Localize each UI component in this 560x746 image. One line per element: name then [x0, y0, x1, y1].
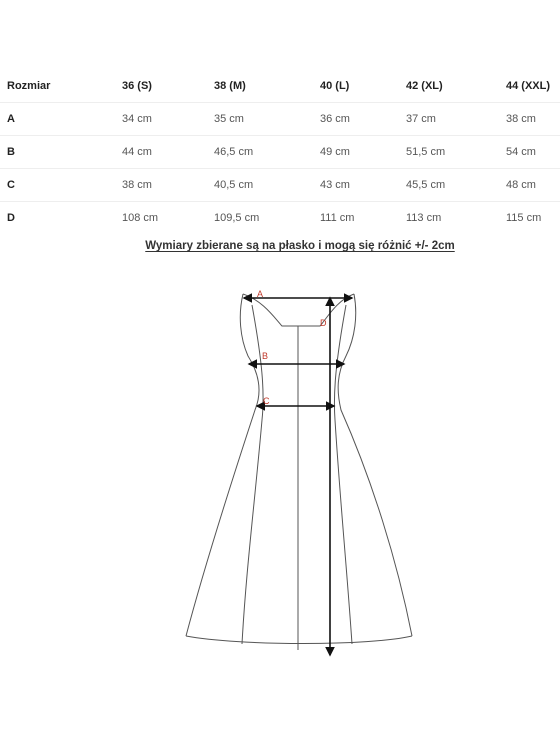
measurement-arrows — [244, 298, 352, 655]
table-cell: 45,5 cm — [406, 169, 506, 202]
table-row — [0, 202, 560, 235]
table-cell: 48 cm — [506, 169, 560, 202]
label-c: C — [263, 396, 270, 406]
dress-outline — [186, 294, 412, 650]
measurement-labels — [257, 289, 327, 406]
table-cell: 108 cm — [122, 212, 159, 224]
table-cell: 51,5 cm — [406, 136, 506, 169]
header-38-m: 38 (M) — [214, 70, 320, 103]
header-size: Rozmiar — [0, 70, 122, 103]
table-row — [0, 103, 560, 136]
table-cell: 35 cm — [214, 103, 320, 136]
row-label: A — [0, 103, 122, 136]
table-row — [0, 169, 560, 202]
table-cell: 44 cm — [122, 136, 214, 169]
table-cell: 49 cm — [320, 136, 406, 169]
label-b: B — [262, 351, 269, 361]
label-a: A — [257, 289, 264, 299]
header-44-xxl: 44 (XXL) — [506, 70, 560, 103]
table-cell: 36 cm — [320, 103, 406, 136]
measurement-note: Wymiary zbierane są na płasko i mogą się różnić +/- 2cm — [145, 240, 455, 252]
table-cell: 113 cm — [406, 212, 442, 224]
table-header-row — [0, 70, 560, 103]
size-chart-table — [0, 70, 560, 234]
header-40-l: 40 (L) — [320, 70, 406, 103]
row-label: C — [0, 169, 122, 202]
table-cell: 46,5 cm — [214, 136, 320, 169]
table-cell: 37 cm — [406, 103, 506, 136]
table-cell: 40,5 cm — [214, 169, 320, 202]
table-cell: 38 cm — [122, 169, 214, 202]
table-cell: 34 cm — [122, 103, 214, 136]
row-label: B — [0, 136, 122, 169]
table-cell: 54 cm — [506, 136, 560, 169]
table-cell: 38 cm — [506, 103, 560, 136]
table-cell: 111 cm — [320, 212, 355, 224]
header-36-s: 36 (S) — [122, 70, 214, 103]
label-d: D — [320, 318, 327, 328]
table-cell: 43 cm — [320, 169, 406, 202]
table-cell: 115 cm — [506, 212, 542, 224]
table-cell: 109,5 cm — [214, 212, 260, 224]
table-row — [0, 136, 560, 169]
row-label: D — [7, 212, 15, 224]
header-42-xl: 42 (XL) — [406, 70, 506, 103]
